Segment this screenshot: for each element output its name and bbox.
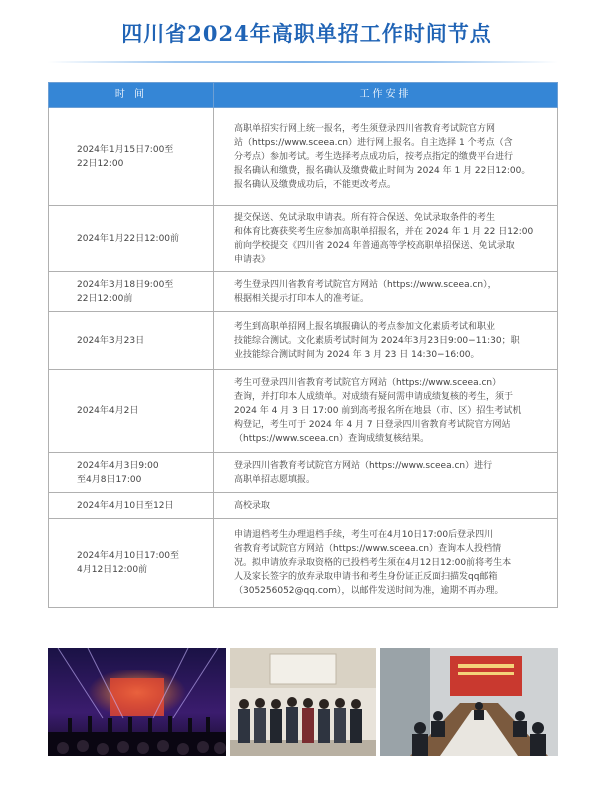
schedule-arrangement: [214, 272, 558, 312]
title-divider: [48, 61, 558, 63]
arrangement-line: 考生到高职单招网上报名填报确认的考点参加文化素质考试和职业: [234, 321, 496, 332]
table-row: [49, 519, 558, 608]
table-header-row: [49, 83, 558, 108]
schedule-time-line: 至4月8日17:00: [77, 474, 142, 485]
schedule-arrangement: [214, 108, 558, 206]
schedule-time: [49, 206, 214, 272]
arrangement-line: 和体育比赛获奖考生应参加高职单招报名，并在 2024 年 1 月 22 日12:00: [234, 226, 534, 237]
table-row: [49, 493, 558, 519]
schedule-time-line: 4月12日12:00前: [77, 565, 148, 575]
schedule-time-line: 2024年4月10日至12日: [77, 500, 174, 511]
arrangement-line: 2024 年 4 月 3 日 17:00 前到高考报名所在地县（市、区）招生考试机: [234, 406, 522, 416]
schedule-arrangement: [214, 453, 558, 493]
arrangement-line: 申请表》: [234, 254, 271, 265]
schedule-arrangement: [214, 519, 558, 608]
schedule-table: [48, 82, 558, 608]
schedule-time-line: 2024年3月23日: [77, 335, 145, 346]
table-row: [49, 108, 558, 206]
table-row: [49, 370, 558, 453]
arrangement-line: 人及家长签字的放弃录取申请书和考生身份证正反面扫描发qq邮箱: [234, 572, 498, 582]
table-row: [49, 312, 558, 370]
schedule-time: [49, 519, 214, 608]
schedule-time: [49, 312, 214, 370]
table-row: [49, 272, 558, 312]
arrangement-line: 高校录取: [234, 500, 271, 511]
arrangement-line: 考生可登录四川省教育考试院官方网站（https://www.sceea.cn）: [234, 378, 502, 388]
schedule-arrangement: [214, 206, 558, 272]
arrangement-line: 构登记，考生可于 2024 年 4 月 7 日登录四川省教育考试院官方网站: [234, 420, 511, 430]
schedule-time-line: 2024年3月18日9:00至: [77, 279, 174, 290]
schedule-time: [49, 108, 214, 206]
table-row: [49, 453, 558, 493]
arrangement-line: 查询，并打印本人成绩单。对成绩有疑问需申请成绩复核的考生，须于: [234, 392, 514, 402]
schedule-arrangement: [214, 370, 558, 453]
arrangement-line: 业技能综合测试时间为 2024 年 3 月 23 日 14:30−16:00。: [234, 349, 480, 360]
arrangement-line: 前向学校提交《四川省 2024 年普通高等学校高职单招保送、免试录取: [234, 240, 515, 251]
arrangement-line: 申请退档考生办理退档手续，考生可在4月10日17:00后登录四川: [234, 530, 494, 540]
schedule-time-line: 2024年1月22日12:00前: [77, 233, 180, 244]
schedule-time-line: 2024年4月10日17:00至: [77, 551, 180, 561]
arrangement-line: 提交保送、免试录取申请表。所有符合保送、免试录取条件的考生: [234, 212, 496, 223]
arrangement-line: 根据相关提示打印本人的准考证。: [234, 293, 370, 304]
schedule-time: [49, 493, 214, 519]
arrangement-line: 报名确认及缴费成功后，不能更改考点。: [234, 179, 397, 190]
schedule-arrangement: [214, 493, 558, 519]
arrangement-line: （https://www.sceea.cn）查询成绩复核结果。: [234, 434, 430, 444]
arrangement-line: 登录四川省教育考试院官方网站（https://www.sceea.cn）进行: [234, 460, 493, 471]
arrangement-line: （305256052@qq.com），以邮件发送时间为准，逾期不再办理。: [234, 586, 504, 596]
schedule-time-line: 2024年4月3日9:00: [77, 460, 159, 471]
arrangement-line: 高职单招志愿填报。: [234, 474, 316, 485]
arrangement-line: 报名确认和缴费，报名确认及缴费截止时间为 2024 年 1 月 22日12:00。: [234, 165, 531, 176]
schedule-time-line: 2024年1月15日7:00至: [77, 144, 174, 155]
arrangement-line: 况。拟申请放弃录取资格的已投档考生须在4月12日12:00前将考生本: [234, 558, 512, 568]
arrangement-line: 站（https://www.sceea.cn）进行网上报名。自主选择 1 个考点（含: [234, 137, 513, 148]
photo-meeting: [380, 648, 558, 756]
header-time: 时 间: [49, 83, 214, 108]
schedule-time: [49, 453, 214, 493]
schedule-time-line: 2024年4月2日: [77, 406, 139, 416]
schedule-time-line: 22日12:00前: [77, 293, 133, 304]
header-arrangement: 工作安排: [214, 83, 558, 108]
schedule-time: [49, 370, 214, 453]
photo-stage-event: [48, 648, 226, 756]
table-row: [49, 206, 558, 272]
schedule-time-line: 22日12:00: [77, 158, 124, 169]
photo-group: [230, 648, 376, 756]
schedule-time: [49, 272, 214, 312]
arrangement-line: 考生登录四川省教育考试院官方网站（https://www.sceea.cn），: [234, 279, 497, 290]
page-title: 四川省2024年高职单招工作时间节点: [121, 21, 492, 46]
arrangement-line: 分考点）参加考试。考生选择考点成功后，按考点指定的缴费平台进行: [234, 151, 514, 162]
arrangement-line: 高职单招实行网上统一报名，考生须登录四川省教育考试院官方网: [234, 123, 496, 134]
arrangement-line: 省教育考试院官方网站（https://www.sceea.cn）查询本人投档情: [234, 544, 502, 554]
schedule-arrangement: [214, 312, 558, 370]
arrangement-line: 技能综合测试。文化素质考试时间为 2024年3月23日9:00−11:30；职: [234, 335, 520, 346]
